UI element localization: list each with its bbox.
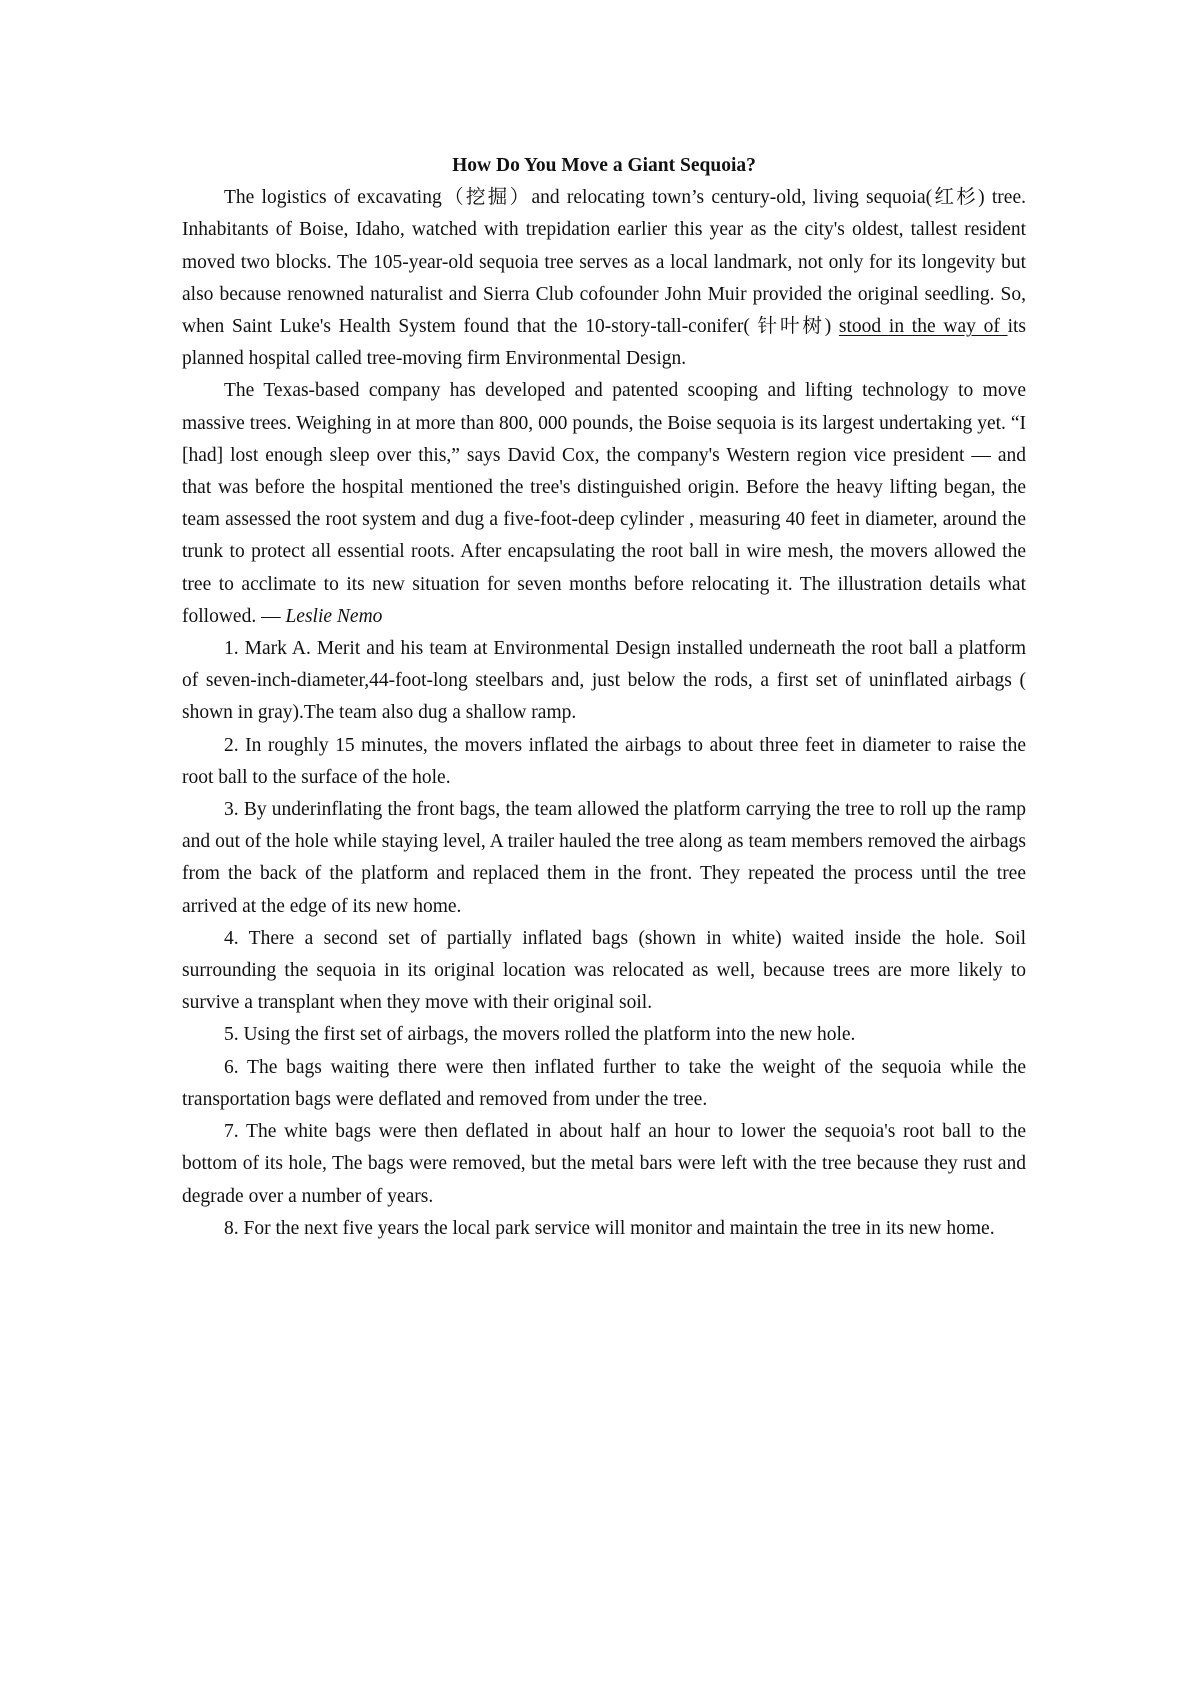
intro-paragraph [182, 182, 1026, 375]
step-6: 6. The bags waiting there were then inflated further to take the weight of the sequoia while the transportation bags were deflated and removed from under the tree. [182, 1056, 1026, 1110]
document-page [182, 150, 1026, 1245]
step-1: 1. Mark A. Merit and his team at Environmental Design installed underneath the root ball a platform of seven-inch-diameter,44-foot-long steelbars and, just below the rods, a first set of uninflated airbags ( shown in gray).The team also dug a shallow ramp. [182, 638, 1026, 724]
intro-text-part2: its planned hospital called tree-moving firm Environmental Design. [182, 316, 1026, 370]
step-3: 3. By underinflating the front bags, the team allowed the platform carrying the tree to roll up the ramp and out of the hole while staying level, A trailer hauled the tree along as team members removed the airbags from the back of the platform and replaced them in the front. They repeated the process until the tree arrived at the edge of its new home. [182, 799, 1026, 917]
step-4: 4. There a second set of partially inflated bags (shown in white) waited inside the hole. Soil surrounding the sequoia in its original location was relocated as well, because trees are more likely to survive a transplant when they move with their original soil. [182, 927, 1026, 1014]
company-text: The Texas-based company has developed and patented scooping and lifting technology to move massive trees. Weighing in at more than 800, 000 pounds, the Boise sequoia is its largest undertaking yet. “I [had] lost enough sleep over this,” says David Cox, the company's Western region vice president — and that was before the hospital mentioned the tree's distinguished origin. Before the heavy lifting began, the team assessed the root system and dug a five-foot-deep cylinder , measuring 40 feet in diameter, around the trunk to protect all essential roots. After encapsulating the root ball in wire mesh, the movers allowed the tree to acclimate to its new situation for seven months before relocating it. The illustration details what followed. — [182, 380, 1026, 627]
intro-text-part1: The logistics of excavating（挖掘）and relocating town’s century-old, living sequoia(红杉) tree. Inhabitants of Boise, Idaho, watched with trepidation earlier this year as the city's oldest, tallest resident moved two blocks. The 105-year-old sequoia tree serves as a local landmark, not only for its longevity but also because renowned naturalist and Sierra Club cofounder John Muir provided the original seedling. So, when Saint Luke's Health System found that the 10-story-tall-conifer( 针叶树) [182, 187, 1026, 338]
step-2: 2. In roughly 15 minutes, the movers inflated the airbags to about three feet in diameter to raise the root ball to the surface of the hole. [182, 734, 1026, 788]
step-7: 7. The white bags were then deflated in about half an hour to lower the sequoia's root ball to the bottom of its hole, The bags were removed, but the metal bars were left with the tree because they rust and degrade over a number of years. [182, 1121, 1026, 1207]
company-paragraph [182, 375, 1026, 633]
underlined-phrase: stood in the way of [838, 316, 1008, 338]
step-8: 8. For the next five years the local park service will monitor and maintain the tree in its new home. [224, 1217, 995, 1239]
author-name: Leslie Nemo [285, 605, 383, 627]
step-5: 5. Using the first set of airbags, the movers rolled the platform into the new hole. [224, 1024, 856, 1046]
article-title: How Do You Move a Giant Sequoia? [452, 155, 756, 176]
